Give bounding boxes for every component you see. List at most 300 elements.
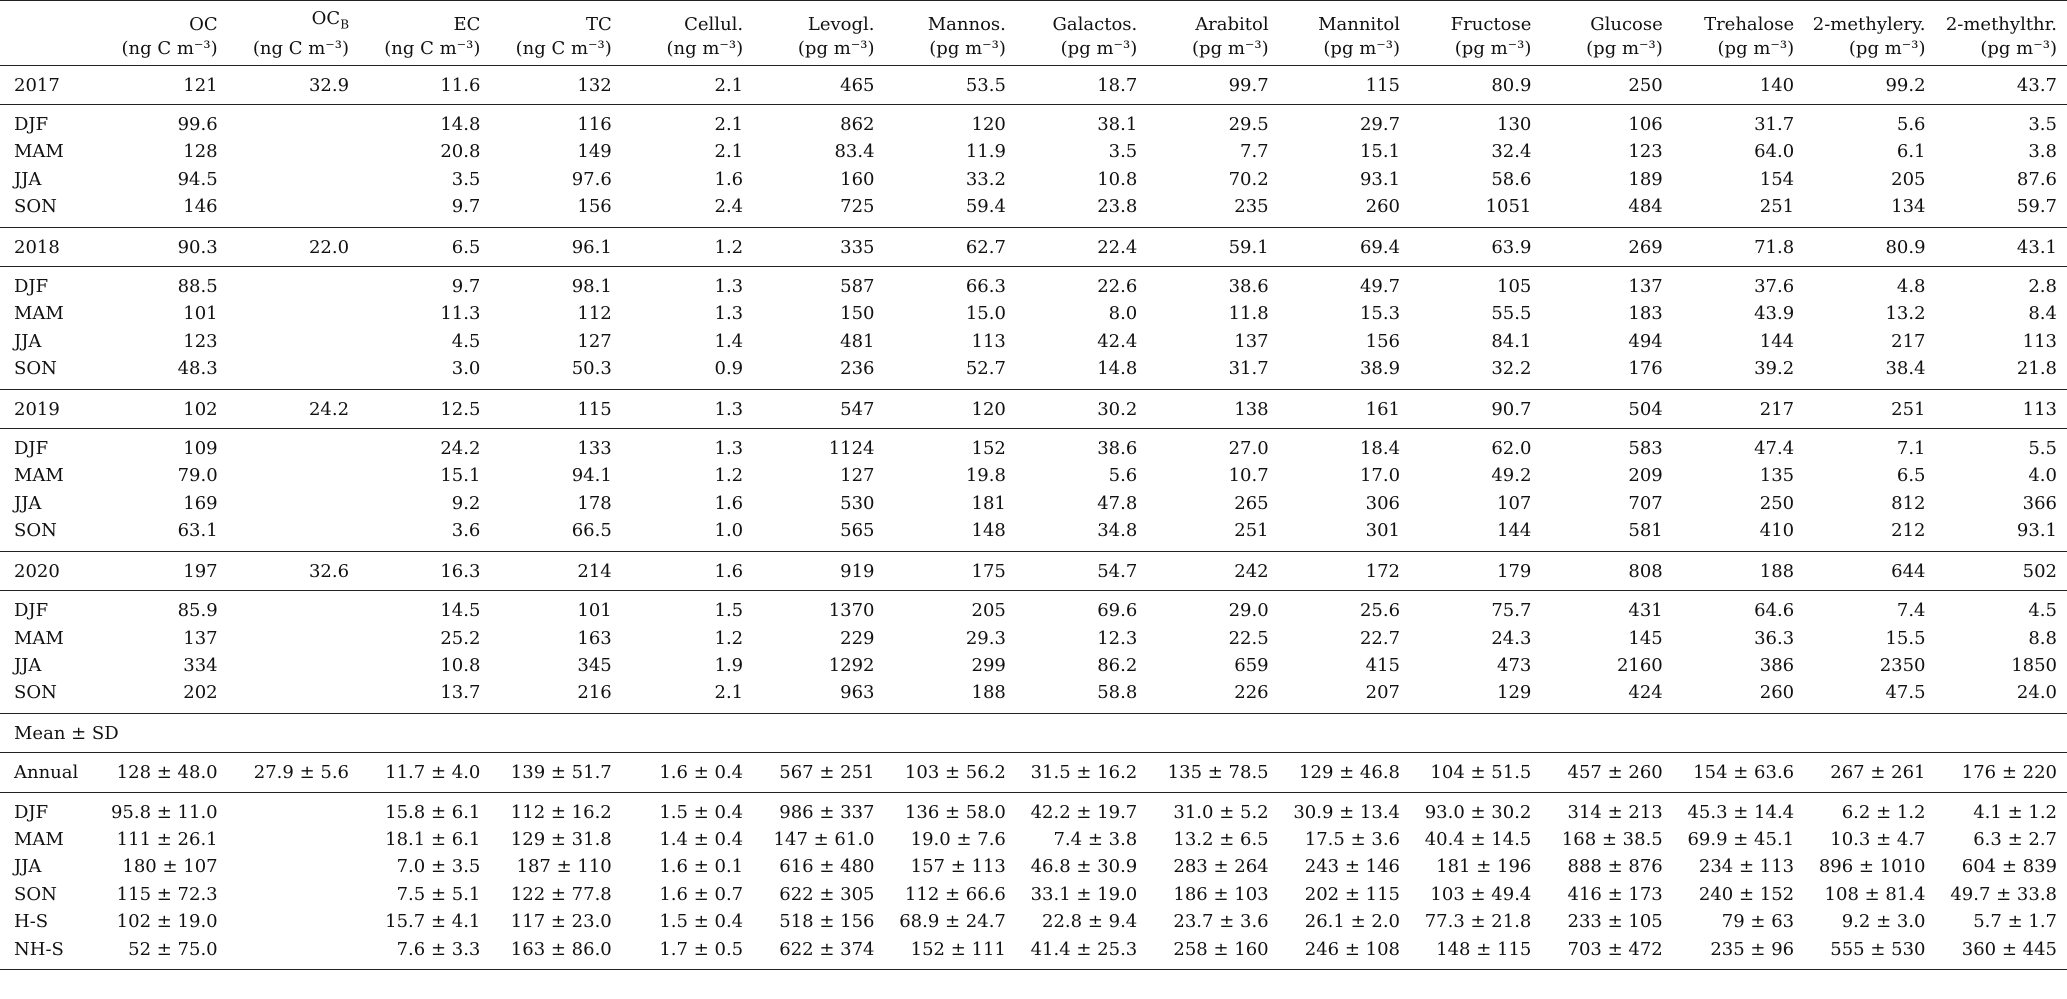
table-cell: 240 ± 152 [1698,883,1795,905]
table-cell: 14.5 [359,591,490,625]
table-cell: 4.5 [1936,591,2067,625]
table-cell: 250 [1541,65,1672,104]
table-cell: 6.3 ± 2.7 [1973,828,2057,850]
table-cell: 33.1 ± 19.0 [1030,883,1138,905]
table-cell: 1.5 ± 0.4 [622,792,753,826]
table-cell: 69.6 [1016,591,1147,625]
table-cell: 32.6 [228,551,359,590]
table-cell: 16.3 [359,551,490,590]
table-cell: 7.0 ± 3.5 [396,856,481,878]
table-cell: 986 ± 337 [753,792,884,826]
table-cell: 137 [1541,267,1672,301]
table-cell: 90.7 [1410,389,1541,428]
table-row [0,300,2067,327]
table-cell: 189 [1628,168,1663,190]
table-cell: 29.5 [1147,105,1278,139]
table-cell: 7.6 ± 3.3 [359,936,490,970]
column-name: TC [585,13,612,35]
table-cell: 147 ± 61.0 [773,828,875,850]
table-cell: 25.6 [1279,591,1410,625]
table-cell [228,138,359,165]
table-cell: 216 [577,682,612,704]
table-cell: 43.7 [1936,65,2067,104]
table-row [0,652,2067,679]
table-cell: 26.1 ± 2.0 [1304,911,1401,933]
table-row [0,792,2067,826]
column-header [1410,1,1541,66]
table-cell: 301 [1365,520,1401,542]
column-unit: (pg m⁻³) [1980,37,2057,59]
table-cell: 10.7 [1228,465,1269,487]
table-cell: 49.7 ± 33.8 [1950,883,2057,905]
table-cell: 10.8 [1097,168,1138,190]
table-cell: 87.6 [2016,168,2057,190]
table-cell: 31.7 [1228,358,1269,380]
table-cell: 8.0 [1108,303,1138,325]
table-cell [228,429,359,463]
table-cell: 29.7 [1279,105,1410,139]
table-cell: 19.8 [965,465,1006,487]
table-cell: 186 ± 103 [1173,883,1269,905]
table-cell: 42.2 ± 19.7 [1016,792,1147,826]
table-cell: 176 ± 220 [1936,753,2067,792]
table-cell: 156 [577,196,612,218]
table-cell: 2.1 [714,682,744,704]
table-cell: 77.3 ± 21.8 [1424,911,1532,933]
table-cell: 116 [490,105,621,139]
table-cell: 48.3 [177,358,218,380]
table-cell: 148 ± 115 [1410,936,1541,970]
table-cell: 205 [1891,168,1926,190]
table-row [0,490,2067,517]
column-name: Arabitol [1195,13,1269,35]
table-cell [753,713,884,752]
table-cell: 22.7 [1359,627,1401,649]
table-cell: 47.5 [1885,682,1926,704]
table-row [0,591,2067,625]
table-cell: 179 [1410,551,1541,590]
table-cell: 15.3 [1359,303,1401,325]
table-cell: 95.8 ± 11.0 [96,792,227,826]
table-cell: 161 [1279,389,1410,428]
table-cell: 102 ± 19.0 [116,911,218,933]
table-cell: 22.8 ± 9.4 [1042,911,1138,933]
column-name: $OC_B$ [311,8,350,32]
column-header [490,1,621,66]
table-cell: 139 ± 51.7 [490,753,621,792]
table-cell: 31.7 [1673,105,1804,139]
table-cell: 64.6 [1673,591,1804,625]
table-cell: 32.9 [228,65,359,104]
table-cell: 80.9 [1410,65,1541,104]
table-cell: 137 [183,627,218,649]
table-cell: 604 ± 839 [1961,856,2057,878]
table-cell: 11.7 ± 4.0 [359,753,490,792]
column-name: OC [189,13,218,35]
table-cell: 129 ± 31.8 [510,828,612,850]
table-cell: 2.1 [622,65,753,104]
table-cell: 919 [753,551,884,590]
table-cell [228,625,359,652]
table-cell: 112 ± 66.6 [904,883,1006,905]
table-cell: 43.9 [1754,303,1795,325]
column-unit: (pg m⁻³) [1192,37,1269,59]
table-cell: 63.1 [177,520,218,542]
table-cell: 154 [1759,168,1795,190]
column-unit: (pg m⁻³) [1323,37,1401,59]
table-cell: 888 ± 876 [1567,856,1663,878]
table-cell: 1051 [1485,196,1532,218]
table-row [0,355,2067,389]
table-cell: 207 [1365,682,1401,704]
table-cell: 616 ± 480 [779,856,875,878]
table-cell: 132 [490,65,621,104]
table-row [0,936,2067,970]
table-cell: 175 [885,551,1016,590]
row-label: DJF [0,105,96,139]
table-cell: 160 [840,168,875,190]
table-cell [228,652,359,679]
table-cell: 59.4 [965,196,1006,218]
column-name: Trehalose [1704,13,1795,35]
table-cell: 416 ± 173 [1567,883,1663,905]
table-cell: 22.5 [1228,627,1269,649]
table-cell: 178 [577,492,612,514]
table-cell: 58.6 [1491,168,1532,190]
row-label: MAM [14,303,64,325]
table-cell: 154 ± 63.6 [1673,753,1804,792]
table-cell: 101 [183,303,218,325]
table-row [0,389,2067,428]
table-row [0,908,2067,935]
table-cell: 22.0 [228,227,359,266]
table-cell: 123 [1628,141,1663,163]
table-row [0,105,2067,139]
row-label: 2020 [0,551,96,590]
table-cell: 267 ± 261 [1804,753,1935,792]
table-cell: 29.0 [1147,591,1278,625]
table-cell: 63.9 [1410,227,1541,266]
column-unit: (ng C m⁻³) [252,37,350,59]
row-label: 2019 [0,389,96,428]
column-name: Galactos. [1052,13,1138,35]
table-cell: 11.3 [440,303,481,325]
table-cell: 11.8 [1228,303,1269,325]
column-header [359,1,490,66]
table-cell: 15.7 ± 4.1 [385,911,481,933]
table-cell: 140 [1673,65,1804,104]
column-header [622,1,753,66]
table-cell: 109 [96,429,227,463]
table-cell [359,713,490,752]
table-cell: 15.8 ± 6.1 [359,792,490,826]
row-label: MAM [14,828,64,850]
header-row [0,1,2067,66]
column-unit: (pg m⁻³) [1454,37,1532,59]
table-cell: 20.8 [440,141,481,163]
table-cell: 176 [1628,358,1663,380]
table-cell: 1.6 ± 0.7 [659,883,744,905]
row-label: SON [14,682,57,704]
table-cell: 7.4 [1804,591,1935,625]
table-cell: 260 [1759,682,1795,704]
table-cell: 152 [885,429,1016,463]
table-cell: 212 [1891,520,1926,542]
table-cell: 111 ± 26.1 [116,828,218,850]
table-cell [228,267,359,301]
table-cell: 6.5 [1896,465,1926,487]
table-cell: 7.5 ± 5.1 [396,883,481,905]
table-cell: 83.4 [834,141,875,163]
table-cell: 1.6 ± 0.4 [622,753,753,792]
row-label: Mean ± SD [0,713,96,752]
table-cell: 555 ± 530 [1804,936,1935,970]
table-cell: 6.1 [1896,141,1926,163]
table-cell: 424 [1628,682,1663,704]
table-cell: 9.7 [359,267,490,301]
table-cell: 415 [1365,654,1401,676]
table-cell [228,105,359,139]
table-cell: 66.5 [571,520,612,542]
table-cell: 62.7 [885,227,1016,266]
table-cell: 1.3 [622,267,753,301]
table-cell: 1.6 [622,551,753,590]
table-cell: 229 [840,627,875,649]
table-cell: 360 ± 445 [1936,936,2067,970]
table-cell: 66.3 [885,267,1016,301]
table-cell: 202 ± 115 [1304,883,1401,905]
column-header [0,1,96,66]
table-cell: 808 [1541,551,1672,590]
table-cell: 75.7 [1410,591,1541,625]
table-cell [228,936,359,970]
table-cell: 1.4 ± 0.4 [659,828,744,850]
table-cell: 163 ± 86.0 [490,936,621,970]
table-cell: 13.7 [440,682,481,704]
table-cell [228,591,359,625]
table-cell: 103 ± 49.4 [1430,883,1532,905]
table-cell: 7.4 ± 3.8 [1053,828,1138,850]
table-cell: 135 ± 78.5 [1147,753,1278,792]
table-cell: 18.1 ± 6.1 [385,828,481,850]
table-cell: 156 [1365,330,1401,352]
table-cell: 32.4 [1491,141,1532,163]
table-cell: 8.8 [2028,627,2057,649]
table-cell: 86.2 [1097,654,1138,676]
table-cell: 567 ± 251 [753,753,884,792]
row-label: DJF [0,792,96,826]
column-header [885,1,1016,66]
column-name: Glucose [1590,13,1663,35]
table-cell [228,908,359,935]
table-cell: 2.8 [1936,267,2067,301]
table-cell: 113 [1936,389,2067,428]
table-cell: 725 [840,196,875,218]
table-cell: 24.3 [1491,627,1532,649]
table-cell [228,462,359,489]
table-cell: 547 [753,389,884,428]
table-cell: 2.1 [622,105,753,139]
table-cell: 1.3 [714,303,744,325]
table-cell: 306 [1365,492,1401,514]
row-label: SON [14,358,57,380]
table-cell: 120 [885,389,1016,428]
table-cell: 7.7 [1240,141,1269,163]
table-cell: 117 ± 23.0 [510,911,612,933]
table-cell: 473 [1497,654,1532,676]
table-cell: 15.1 [440,465,481,487]
table-cell: 115 ± 72.3 [116,883,218,905]
table-cell: 187 ± 110 [516,856,612,878]
table-cell: 659 [1234,654,1269,676]
table-cell: 11.6 [359,65,490,104]
table-cell: 94.5 [177,168,218,190]
table-cell: 19.0 ± 7.6 [910,828,1006,850]
table-cell: 4.5 [451,330,481,352]
table-cell: 583 [1541,429,1672,463]
table-cell: 644 [1804,551,1935,590]
table-cell [1804,713,1935,752]
table-cell: 581 [1628,520,1663,542]
table-row [0,65,2067,104]
table-cell: 108 ± 81.4 [1824,883,1926,905]
table-cell: 5.6 [1108,465,1138,487]
table-cell: 226 [1234,682,1269,704]
table-cell: 31.0 ± 5.2 [1147,792,1278,826]
table-row [0,267,2067,301]
table-cell: 98.1 [490,267,621,301]
table-cell: 9.2 [451,492,481,514]
table-cell: 0.9 [714,358,744,380]
table-cell: 101 [490,591,621,625]
table-cell: 9.7 [451,196,481,218]
table-cell [1673,713,1804,752]
table-row [0,826,2067,853]
table-cell: 12.3 [1097,627,1138,649]
table-cell: 197 [96,551,227,590]
column-unit: (pg m⁻³) [1586,37,1663,59]
table-cell: 134 [1891,196,1926,218]
table-cell: 31.5 ± 16.2 [1016,753,1147,792]
row-label: DJF [0,591,96,625]
table-cell: 29.3 [965,627,1006,649]
table-cell: 217 [1891,330,1926,352]
table-cell: 3.5 [1936,105,2067,139]
table-cell: 136 ± 58.0 [885,792,1016,826]
table-cell: 172 [1279,551,1410,590]
table-cell [228,881,359,908]
table-cell: 6.5 [359,227,490,266]
table-cell: 88.5 [96,267,227,301]
table-cell: 45.3 ± 14.4 [1673,792,1804,826]
table-cell: 24.0 [2016,682,2057,704]
table-cell: 251 [1759,196,1795,218]
row-label: SON [14,883,57,905]
table-cell: 180 ± 107 [122,856,218,878]
table-cell [1410,713,1541,752]
table-cell: 50.3 [571,358,612,380]
table-cell: 34.8 [1097,520,1138,542]
row-label: Annual [0,753,96,792]
table-cell: 22.6 [1016,267,1147,301]
row-label: JJA [14,856,42,878]
column-name: 2-methylery. [1812,13,1926,35]
table-cell: 209 [1628,465,1663,487]
table-cell: 64.0 [1754,141,1795,163]
row-label: MAM [14,141,64,163]
table-cell: 1.2 [714,465,744,487]
table-cell: 137 [1234,330,1269,352]
table-cell: 622 ± 305 [779,883,875,905]
table-cell: 23.8 [1097,196,1138,218]
table-cell: 242 [1147,551,1278,590]
table-cell [228,713,359,752]
table-cell: 12.5 [359,389,490,428]
column-name: EC [453,13,481,35]
table-cell: 1.9 [714,654,744,676]
table-cell: 33.2 [965,168,1006,190]
table-cell: 481 [840,330,875,352]
column-unit: (pg m⁻³) [797,37,875,59]
table-cell: 163 [577,627,612,649]
table-cell: 565 [840,520,875,542]
table-cell: 47.8 [1097,492,1138,514]
table-cell: 15.5 [1885,627,1926,649]
table-cell: 3.5 [451,168,481,190]
row-label: 2017 [0,65,96,104]
table-cell: 38.1 [1016,105,1147,139]
table-cell: 622 ± 374 [753,936,884,970]
column-unit: (ng C m⁻³) [384,37,481,59]
column-header [753,1,884,66]
row-label: JJA [14,168,42,190]
table-cell: 104 ± 51.5 [1410,753,1541,792]
table-cell: 251 [1234,520,1269,542]
table-cell: 518 ± 156 [779,911,875,933]
table-cell: 205 [885,591,1016,625]
table-cell: 465 [753,65,884,104]
table-cell: 122 ± 77.8 [510,883,612,905]
table-cell: 47.4 [1673,429,1804,463]
table-cell: 314 ± 213 [1541,792,1672,826]
table-cell: 258 ± 160 [1147,936,1278,970]
table-cell: 49.2 [1491,465,1532,487]
table-cell: 335 [753,227,884,266]
table-cell: 103 ± 56.2 [885,753,1016,792]
table-cell: 260 [1365,196,1401,218]
table-cell: 79.0 [177,465,218,487]
table-row [0,517,2067,551]
table-cell: 144 [1759,330,1795,352]
table-cell [228,355,359,389]
column-name: Levogl. [807,13,875,35]
column-header [1673,1,1804,66]
table-row [0,138,2067,165]
table-cell: 235 [1234,196,1269,218]
table-cell: 38.6 [1147,267,1278,301]
table-row [0,462,2067,489]
table-cell: 3.0 [451,358,481,380]
table-row [0,551,2067,590]
table-cell: 30.2 [1016,389,1147,428]
table-cell: 133 [490,429,621,463]
column-unit: (pg m⁻³) [1848,37,1926,59]
table-cell: 80.9 [1804,227,1935,266]
column-name: Cellul. [684,13,744,35]
table-cell [885,713,1016,752]
row-label: 2018 [0,227,96,266]
table-cell: 707 [1628,492,1663,514]
